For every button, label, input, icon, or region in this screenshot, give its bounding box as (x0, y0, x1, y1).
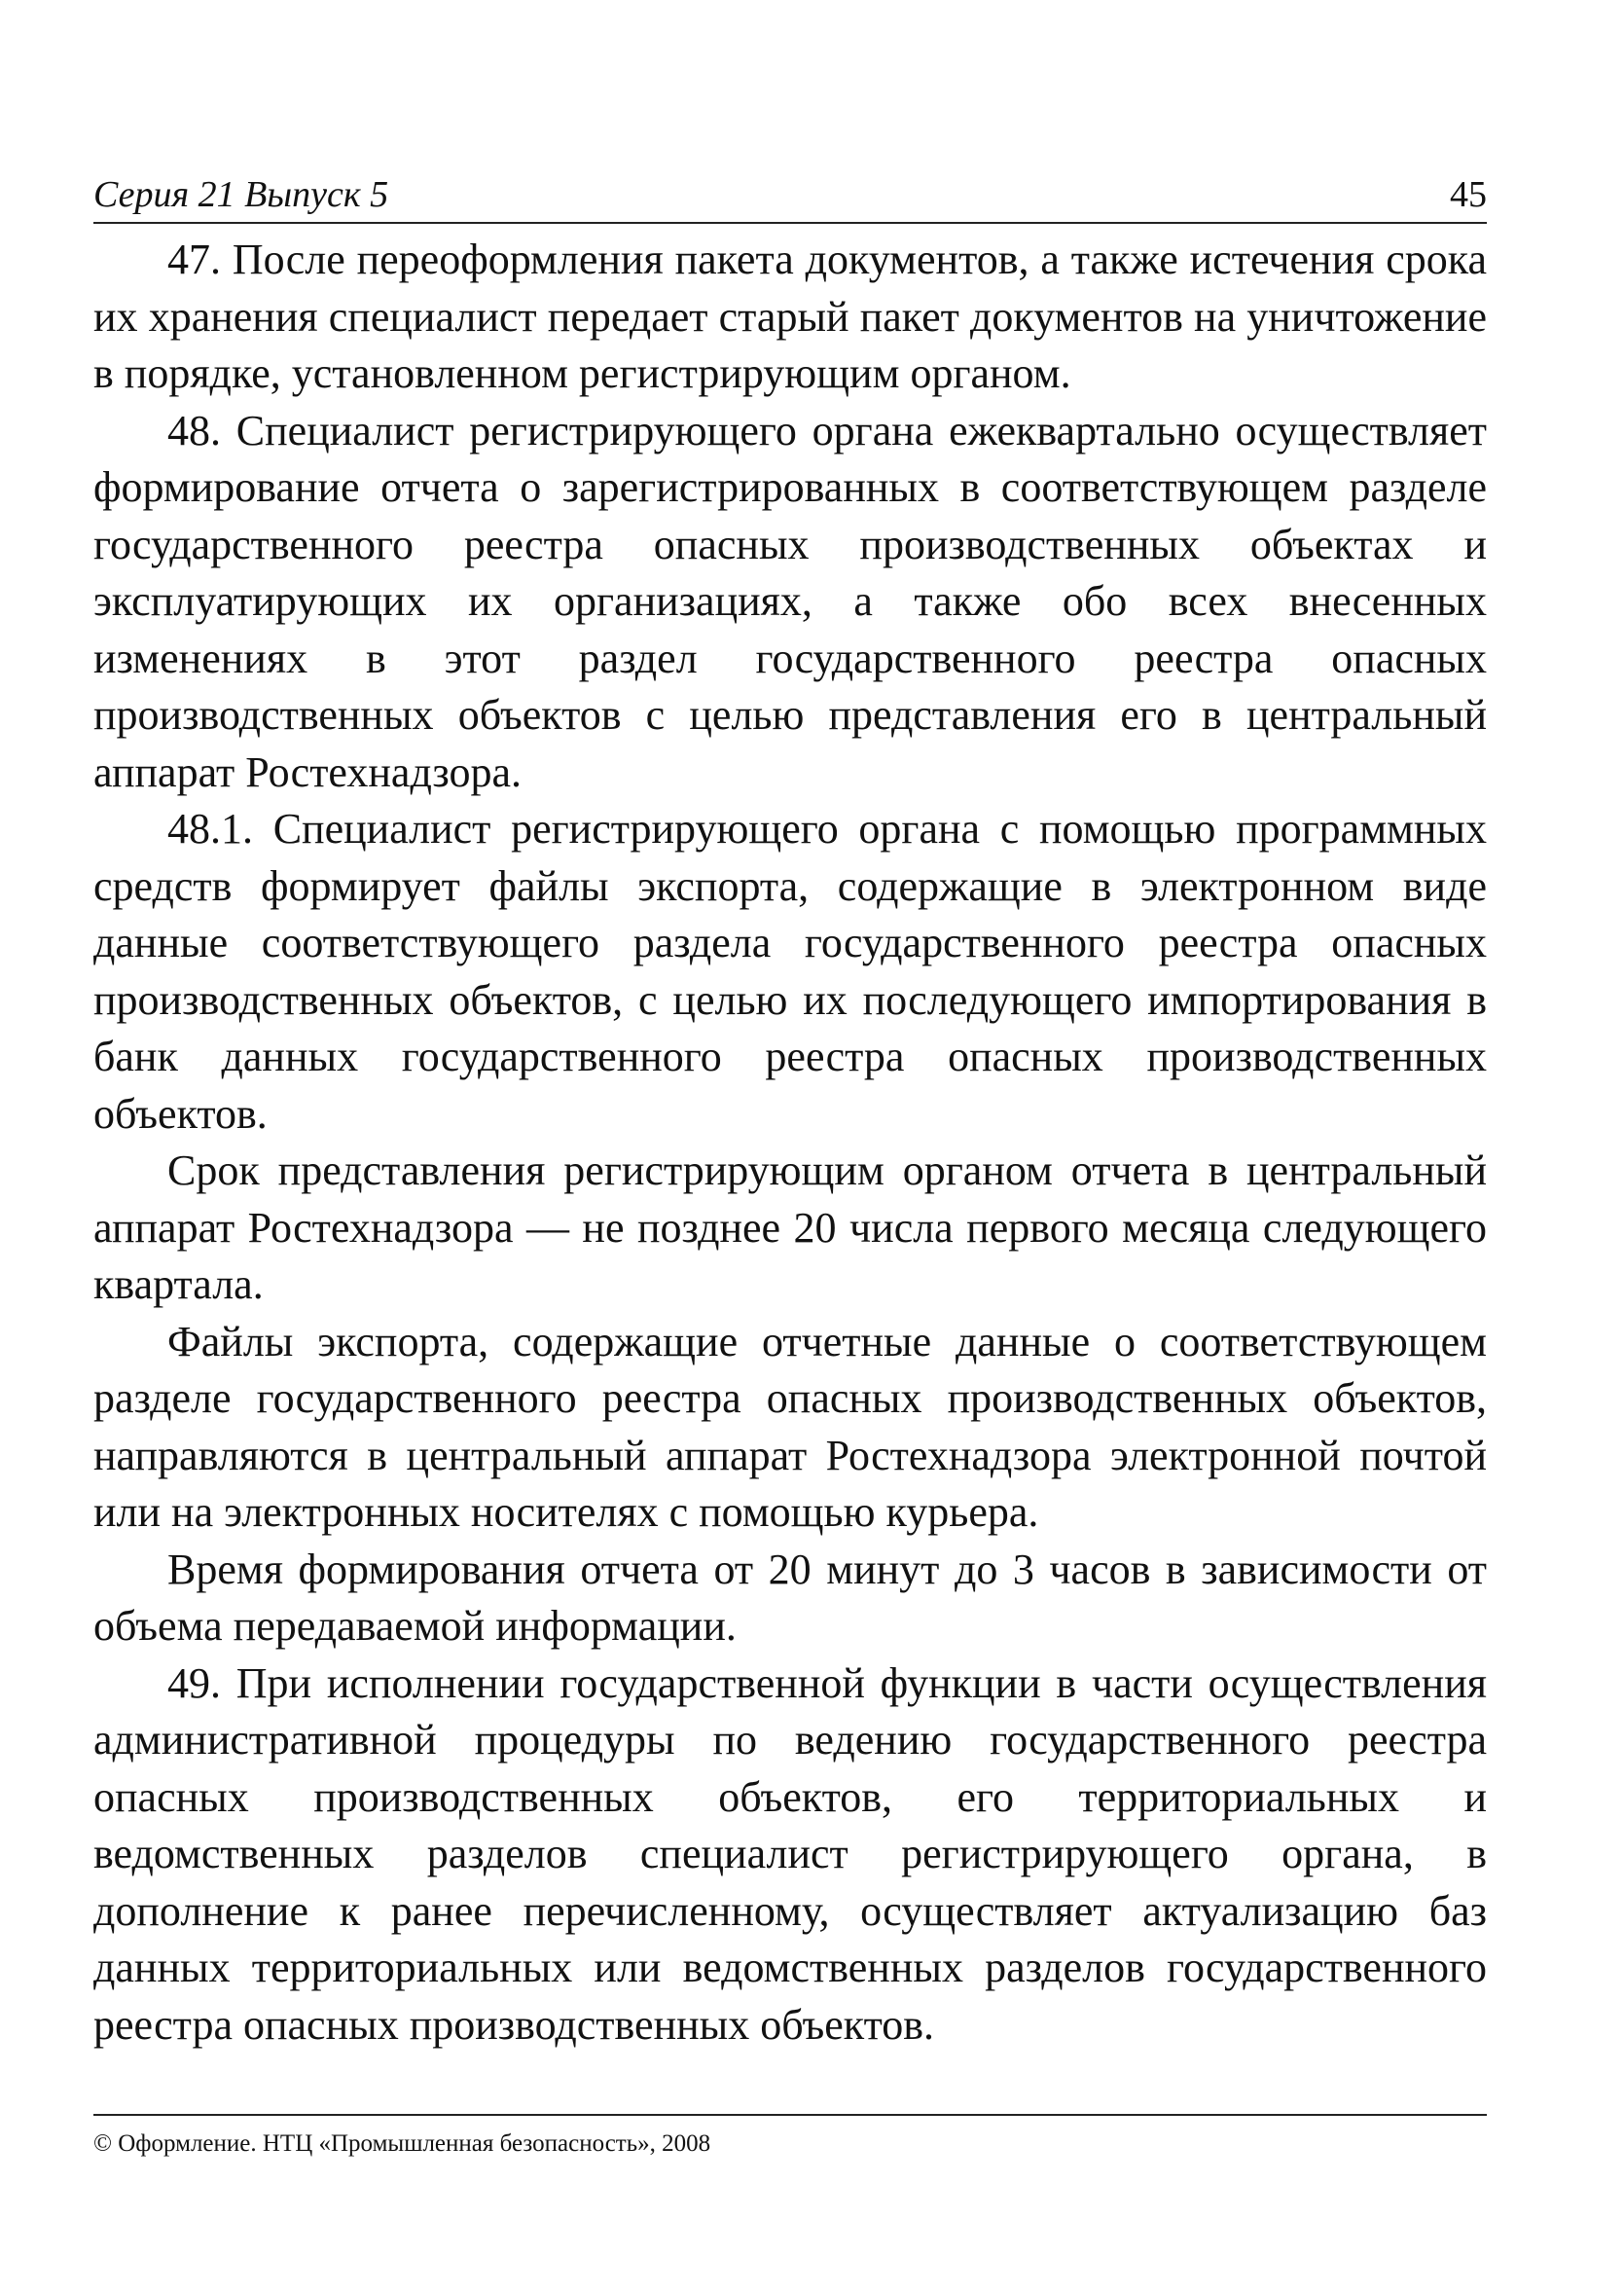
paragraph-48: 48. Специалист регистрирующего органа ежеквартально осуществляет формирование отчета о зарегистрированных в соответствующем разделе государственного реестра опасных производственных объектах и эксплуатирующих их организациях, а также обо всех внесенных изменениях в этот раздел государственного реестра опасных производственных объектов с целью представления его в центральный аппарат Ростехнадзора. (93, 406, 1487, 796)
paragraph-49: 49. При исполнении государственной функции в части осуществления административной процедуры по ведению государственного реестра опасных производственных объектов, его территориальных и ведомственных разделов специалист регистрирующего органа, в дополнение к ранее перечисленному, осуществляет актуализацию баз данных территориальных или ведомственных разделов государственного реестра опасных производственных объектов. (93, 1658, 1487, 2049)
running-header (93, 165, 1487, 224)
paragraph-export-files: Файлы экспорта, содержащие отчетные данные о соответствующем разделе государственного реестра опасных производственных объектов, направляются в центральный аппарат Ростехнадзора электронной почтой или на электронных носителях с помощью курьера. (93, 1317, 1487, 1536)
copyright-footer: © Оформление. НТЦ «Промышленная безопасность», 2008 (93, 2114, 1487, 2159)
document-page (93, 165, 1487, 2190)
page-number: 45 (1450, 174, 1487, 215)
paragraph-report-time: Время формирования отчета от 20 минут до 3 часов в зависимости от объема передаваемой информации. (93, 1545, 1487, 1650)
series-title: Серия 21 Выпуск 5 (93, 174, 389, 215)
body-text (93, 232, 1487, 2054)
paragraph-47: 47. После переоформления пакета документов, а также истечения срока их хранения специалист передает старый пакет документов на уничтожение в порядке, установленном регистрирующим органом. (93, 236, 1487, 397)
paragraph-report-deadline: Срок представления регистрирующим органом отчета в центральный аппарат Ростехнадзора — не позднее 20 числа первого месяца следующего квартала. (93, 1146, 1487, 1308)
paragraph-48-1: 48.1. Специалист регистрирующего органа с помощью программных средств формирует файлы экспорта, содержащие в электронном виде данные соответствующего раздела государственного реестра опасных производственных объектов, с целью их последующего импортирования в банк данных государственного реестра опасных производственных объектов. (93, 805, 1487, 1138)
